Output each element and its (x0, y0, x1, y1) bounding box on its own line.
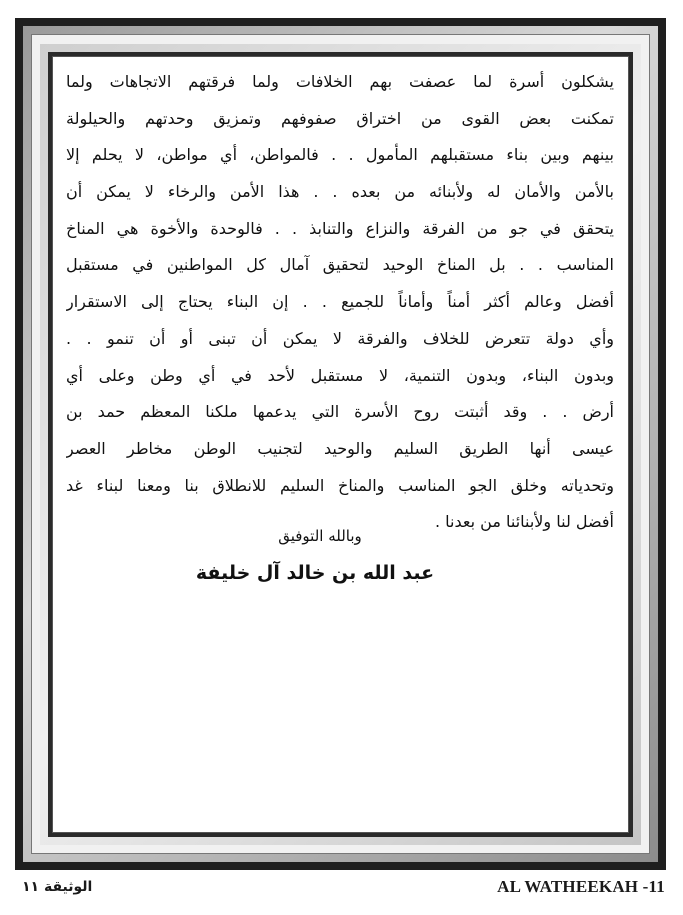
letter-line: يتحقق في جو من الفرقة والنزاع والتنابذ . . فالوحدة والأخوة هي المناخ (66, 218, 614, 238)
letter-line: أرض . . وقد أثبتت روح الأسرة التي يدعمها ملكنا المعظم حمد بن (66, 402, 614, 422)
letter-line: وبدون البناء، وبدون التنمية، لا مستقبل لأحد في أي وطن وعلى أي (66, 365, 614, 385)
letter-line: تمكنت بعض القوى من اختراق صفوفهم وتمزيق وحدتهم والحيلولة (66, 108, 614, 128)
letter-line: وأي دولة تتعرض للخلاف والفرقة لا يمكن أن تبنى أو أن تنمو . . (66, 328, 614, 348)
letter-line: يشكلون أسرة لما عصفت بهم الخلافات ولما فرقتهم الاتجاهات ولما (66, 72, 614, 91)
letter-line: بالأمن والأمان له ولأبنائه من بعده . . هذا الأمن والرخاء لا يمكن أن (66, 182, 614, 202)
letter-line: وتحدياته وخلق الجو المناسب والمناخ السليم للانطلاق بنا ومعنا لبناء غد (66, 475, 614, 495)
letter-line: أفضل وعالم أكثر أمناً وأماناً للجميع . . إن البناء يحتاج إلى الاستقرار (66, 292, 614, 312)
closing-phrase: وبالله التوفيق (278, 527, 362, 545)
footer-page-label-english: AL WATHEEKAH -11 (497, 877, 665, 896)
letter-line: عيسى أنها الطريق السليم والوحيد لتجنيب الوطن مخاطر العصر (66, 438, 614, 458)
letter-line: أفضل لنا ولأبنائنا من بعدنا . (435, 512, 614, 532)
letter-body (66, 64, 614, 541)
footer-page-label-arabic: الوثيقة ١١ (22, 879, 93, 895)
letter-line: بينهم وبين بناء مستقبلهم المأمول . . فالمواطن، أي مواطن، لا يحلم إلا (66, 145, 614, 165)
signature-name: عبد الله بن خالد آل خليفة (195, 562, 435, 584)
letter-line: المناسب . . بل المناخ الوحيد لتحقيق آمال كل المواطنين في مستقبل (66, 255, 614, 275)
